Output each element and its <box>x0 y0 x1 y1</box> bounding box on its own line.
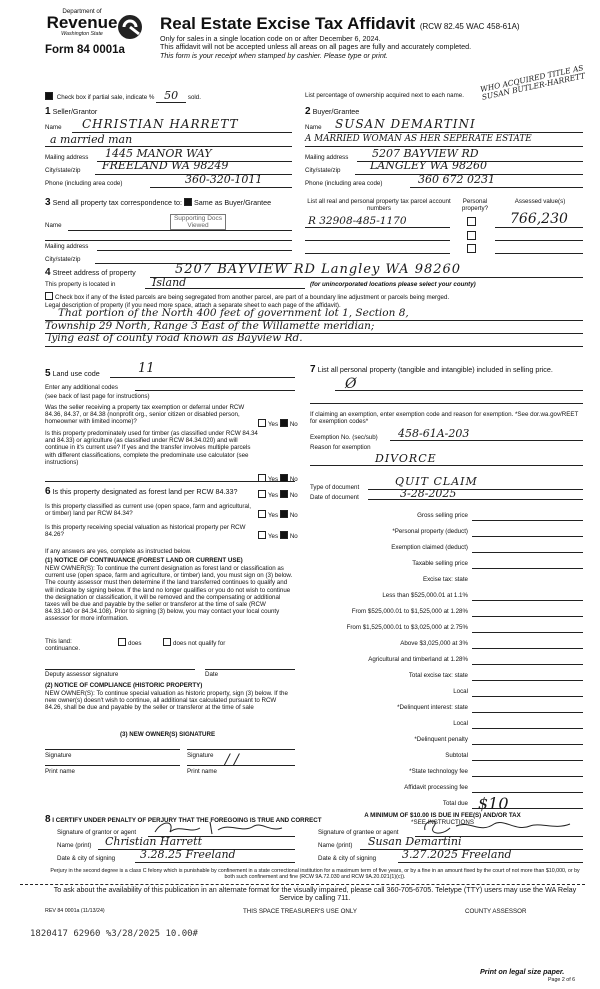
grantor-date-label: Date & city of signing <box>57 855 116 862</box>
notice-3: This form is your receipt when stamped by cashier. Please type or print. <box>160 50 388 60</box>
exemption-number-label: Exemption No. (sec/sub) <box>310 434 378 441</box>
located-in-value[interactable]: Island <box>152 276 187 289</box>
tax-row <box>300 588 585 604</box>
same-as-buyer-label: Same as Buyer/Grantee <box>194 198 272 207</box>
located-in-note: (for unincorporated locations please select your county) <box>310 281 476 288</box>
seller-city-state-zip[interactable]: FREELAND WA 98249 <box>102 159 229 172</box>
yes-label: Yes <box>268 421 279 428</box>
seller-phone[interactable]: 360-320-1011 <box>185 173 263 186</box>
parcel-list-label: List all real and personal property tax parcel account numbers <box>307 198 451 213</box>
tax-row <box>300 684 585 700</box>
segregated-row <box>45 292 590 301</box>
no-label: No <box>289 512 298 519</box>
minimum-fee-notice: A MINIMUM OF $10.00 IS DUE IN FEE(S) AND/OR TAX <box>364 812 521 819</box>
document-type-label: Type of document <box>310 484 360 491</box>
seller-heading: Seller/Grantor <box>52 107 98 116</box>
seller-name-label: Name <box>45 124 62 131</box>
tax-row <box>300 572 585 588</box>
form-number: Form 84 0001a <box>45 44 125 56</box>
no-label: No <box>289 421 298 428</box>
seller-name[interactable]: CHRISTIAN HARRETT <box>82 117 239 131</box>
document-type[interactable]: QUIT CLAIM <box>395 475 478 488</box>
historic-no-checkbox[interactable] <box>280 531 288 539</box>
tax-row-label: Gross selling price <box>417 512 468 519</box>
tax-row <box>300 524 585 540</box>
form-title <box>160 14 520 34</box>
personal-property-list-label: List all personal property (tangible and intangible) included in selling price. <box>317 365 553 374</box>
q1-yes-checkbox[interactable] <box>258 419 266 427</box>
total-due-value[interactable]: $10 <box>478 794 509 813</box>
buyer-phone[interactable]: 360 672 0231 <box>418 173 495 186</box>
personal-property-checkbox-2[interactable] <box>467 231 476 240</box>
grantor-signature-label: Signature of grantor or agent <box>57 829 137 836</box>
tax-row <box>300 556 585 572</box>
historic-yes-checkbox[interactable] <box>258 531 266 539</box>
legal-description-line2[interactable]: Township 29 North, Range 3 East of the Willamette meridian; <box>45 320 375 332</box>
new-owner-signature-label-2: Signature <box>187 752 214 759</box>
q1-yes-no <box>258 419 298 428</box>
current-use-yes-no <box>258 510 298 519</box>
exemption-intro: If claiming an exemption, enter exemption code and reason for exemption. *See dor.wa.gov/REET for exemption codes* <box>310 411 579 426</box>
same-as-buyer-checkbox[interactable] <box>184 198 192 206</box>
q2-no-checkbox[interactable] <box>280 474 288 482</box>
forest-yes-checkbox[interactable] <box>258 490 266 498</box>
tax-row <box>300 780 585 796</box>
timber-question: Is this property predominately used for timber (as classified under RCW 84.34 and 84.33) or agriculture (as classified under RCW 84.34.020) and will continue in it's current use? If yes and the transfer involves multiple parcels with different classifications, complete the predominate use calculator (see instructions) <box>45 430 258 466</box>
notice-continuance-body: NEW OWNER(S): To continue the current designation as forest land or classification as current use (open space, farm and agriculture, or timber) land, you must sign on (3) below. The county assessor must then determine if the land transferred continues to qualify and will indicate by signing below. If the land no longer qualifies or you do not wish to continue the designation or classification, it will be removed and the compensating or additional taxes will be due and payable by the seller or transferor at the time of sale (RCW 84.33.140 or 84.34.108). Prior to signing (3) below, you may contact your local county assessor for more information. <box>45 565 293 623</box>
seller-section: 1 Seller/Grantor <box>45 106 98 117</box>
grantee-signature-label: Signature of grantee or agent <box>318 829 399 836</box>
notice-2: This affidavit will not be accepted unless all areas on all pages are fully and accurately completed. <box>160 42 472 52</box>
page-number: Page 2 of 6 <box>548 977 576 983</box>
located-in-label: This property is located in <box>45 281 116 288</box>
grantee-date-label: Date & city of signing <box>318 855 377 862</box>
exemption-reason[interactable]: DIVORCE <box>375 452 437 465</box>
grantor-name[interactable]: Christian Harrett <box>105 835 203 848</box>
tax-row-total <box>300 796 585 812</box>
current-use-yes-checkbox[interactable] <box>258 510 266 518</box>
buyer-mailing-label: Mailing address <box>305 154 349 161</box>
tax-row-label: Above $3,025,000 at 3% <box>400 640 468 647</box>
tax-row <box>300 764 585 780</box>
seller-phone-label: Phone (including area code) <box>45 180 123 187</box>
forest-yes-no <box>258 490 298 499</box>
buyer-city-label: City/state/zip <box>305 167 341 174</box>
dor-logo <box>44 8 120 37</box>
buyer-city-state-zip[interactable]: LANGLEY WA 98260 <box>370 159 487 172</box>
exemption-reason-label: Reason for exemption <box>310 444 371 451</box>
notice-continuance-title: (1) NOTICE OF CONTINUANCE (FOREST LAND OR CURRENT USE) <box>45 557 243 564</box>
additional-codes-label: Enter any additional codes <box>45 384 118 391</box>
seller-city-label: City/state/zip <box>45 167 81 174</box>
deputy-signature-label: Deputy assessor signature <box>45 671 119 678</box>
tax-row-label: Subtotal <box>445 752 468 759</box>
tax-row <box>300 620 585 636</box>
tax-row <box>300 604 585 620</box>
tax-row-label: Less than $525,000.01 at 1.1% <box>382 592 468 599</box>
new-owner-signature-label-1: Signature <box>45 752 72 759</box>
new-owner-print-label-1: Print name <box>45 768 75 775</box>
additional-codes-note: (see back of last page for instructions) <box>45 393 150 400</box>
legal-description-line3[interactable]: lying east of county road known as Bayview Rd. <box>48 332 303 344</box>
if-yes-note: If any answers are yes, complete as instructed below. <box>45 548 192 555</box>
tax-row-label: Total due <box>442 800 468 807</box>
parcel-number[interactable]: R 32908-485-1170 <box>308 215 407 227</box>
street-address[interactable]: 5207 BAYVIEW RD Langley WA 98260 <box>175 262 462 277</box>
partial-sale-label: Check box if partial sale, indicate % <box>56 94 155 101</box>
current-use-question: Is this property classified as current use (open space, farm and agricultural, or timber) land per RCW 84.34? <box>45 503 252 518</box>
tax-row-label: *Delinquent penalty <box>414 736 468 743</box>
revenue-logo-icon <box>117 14 145 40</box>
q2-yes-no <box>258 474 298 483</box>
tax-row-label: Total excise tax: state <box>408 672 468 679</box>
certify-statement: I CERTIFY UNDER PENALTY OF PERJURY THAT THE FOREGOING IS TRUE AND CORRECT <box>52 817 322 824</box>
yes-label: Yes <box>268 512 279 519</box>
seller-mailing-label: Mailing address <box>45 154 89 161</box>
does-qualify-checkbox[interactable] <box>118 638 126 646</box>
section3-city-label: City/state/zip <box>45 256 81 263</box>
see-instructions-note: *SEE INSTRUCTIONS <box>411 819 474 826</box>
does-label: does <box>128 640 142 647</box>
seller-mailing-address[interactable]: 1445 MANOR WAY <box>105 147 212 160</box>
tax-row <box>300 716 585 732</box>
revision-label: REV 84 0001a (11/13/24) <box>45 908 105 914</box>
tax-row-label: Exemption claimed (deduct) <box>391 544 468 551</box>
tax-row <box>300 508 585 524</box>
tax-row-label: *State technology fee <box>409 768 468 775</box>
handwritten-annotation: WHO ACQUIRED TITLE AS SUSAN BUTLER-HARRETT <box>479 63 586 102</box>
personal-property-checkbox-1[interactable] <box>467 217 476 226</box>
notice-compliance-title: (2) NOTICE OF COMPLIANCE (HISTORIC PROPERTY) <box>45 682 203 689</box>
buyer-phone-label: Phone (including area code) <box>305 180 383 187</box>
section3-heading: 3 Send all property tax correspondence to: Same as Buyer/Grantee <box>45 197 272 208</box>
tax-row <box>300 636 585 652</box>
no-label: No <box>289 476 298 483</box>
no-label: No <box>289 492 298 499</box>
tax-row <box>300 668 585 684</box>
yes-label: Yes <box>268 533 279 540</box>
county-assessor-label: COUNTY ASSESSOR <box>465 908 527 915</box>
ownership-percentage-note: List percentage of ownership acquired next to each name. <box>305 92 464 99</box>
supporting-docs-stamp: Supporting Docs Viewed <box>170 214 226 230</box>
tax-row <box>300 732 585 748</box>
personal-property-checkbox-3[interactable] <box>467 244 476 253</box>
does-not-label: does not qualify for <box>173 640 226 647</box>
legal-description-label: Legal description of property (if you need more space, attach a separate sheet to each page of the affidavit). <box>45 302 341 309</box>
legal-description-line1[interactable]: That portion of the North 400 feet of government lot 1, Section 8, <box>58 307 409 319</box>
buyer-name-line2[interactable]: A MARRIED WOMAN AS HER SEPERATE ESTATE <box>305 134 532 144</box>
land-use-label: Land use code <box>52 369 100 378</box>
tax-row <box>300 700 585 716</box>
historic-question: Is this property receiving special valuation as historical property per RCW 84.26? <box>45 524 246 539</box>
exemption-question: Was the seller receiving a property tax exemption or deferral under RCW 84.36, 84.37, or 84.38 (nonprofit org., senior citizen or disabled person, homeowner with limited income)? <box>45 404 245 426</box>
buyer-heading: Buyer/Grantee <box>312 107 360 116</box>
new-owner-print-label-2: Print name <box>187 768 217 775</box>
tax-row-label: *Personal property (deduct) <box>392 528 468 535</box>
personal-property-value[interactable]: Ø <box>345 376 357 392</box>
tax-row-label: Taxable selling price <box>412 560 468 567</box>
header-notices <box>160 35 580 60</box>
q2-yes-checkbox[interactable] <box>258 474 266 482</box>
tax-row-label: Excise tax: state <box>422 576 468 583</box>
q1-no-checkbox[interactable] <box>280 419 288 427</box>
street-address-label: Street address of property <box>52 268 136 277</box>
no-label: No <box>289 533 298 540</box>
personal-property-label: Personal property? <box>461 198 489 213</box>
grantee-date-city[interactable]: 3.27.2025 Freeland <box>402 848 512 861</box>
segregated-checkbox[interactable] <box>45 292 53 300</box>
deputy-date-label: Date <box>205 671 219 678</box>
grantor-date-city[interactable]: 3.28.25 Freeland <box>140 848 236 861</box>
historic-yes-no <box>258 531 298 540</box>
section3-label: Send all property tax correspondence to: <box>52 198 183 207</box>
notice-compliance-body: NEW OWNER(S): To continue special valuation as historic property, sign (3) below. If the new owner(s) doesn't wish to continue, all additional tax calculated pursuant to RCW 84.26, shall be due and payable by the seller or transferor at the time of sale <box>45 690 288 712</box>
document-date[interactable]: 3-28-2025 <box>400 487 457 500</box>
new-owner-signature-heading: (3) NEW OWNER(S) SIGNATURE <box>120 731 216 738</box>
partial-sale-percent[interactable]: 50 <box>156 89 186 103</box>
buyer-name-label: Name <box>305 124 322 131</box>
buyer-name[interactable]: SUSAN DEMARTINI <box>335 117 476 131</box>
grantor-name-label: Name (print) <box>57 842 92 849</box>
form-title-text: Real Estate Excise Tax Affidavit <box>160 14 416 33</box>
section3-name-label: Name <box>45 222 62 229</box>
buyer-mailing-address[interactable]: 5207 BAYVIEW RD <box>372 147 479 160</box>
tax-row-label: *Delinquent interest: state <box>397 704 468 711</box>
forest-no-checkbox[interactable] <box>280 490 288 498</box>
tax-calculation-table <box>300 508 585 812</box>
continuance-label: continuance. <box>45 645 81 652</box>
rcw-reference: (RCW 82.45 WAC 458-61A) <box>419 22 520 31</box>
partial-sale-checkbox[interactable] <box>45 92 53 100</box>
print-name-scribble: / / <box>225 752 239 768</box>
tax-row-label: Local <box>453 720 468 727</box>
this-land-label: This land: <box>45 638 72 645</box>
partial-sale-sold-label: sold. <box>187 94 201 101</box>
yes-label: Yes <box>268 476 279 483</box>
legal-paper-note: Print on legal size paper. <box>480 967 565 976</box>
revenue-label: Revenue <box>46 13 118 33</box>
notice-1: Only for sales in a single location code on or after December 6, 2024. <box>160 34 381 43</box>
yes-label: Yes <box>268 492 279 499</box>
state-label: Washington State <box>61 31 103 38</box>
forest-land-question: Is this property designated as forest land per RCW 84.33? <box>52 487 238 496</box>
treasurer-use-label: THIS SPACE TREASURER'S USE ONLY <box>243 908 357 915</box>
land-use-code[interactable]: 11 <box>138 361 155 376</box>
tax-row-label: Local <box>453 688 468 695</box>
tax-row <box>300 748 585 764</box>
cashier-receipt-stamp: 1820417 62960 %3/28/2025 10.00# <box>30 929 198 939</box>
section3-mailing-label: Mailing address <box>45 243 89 250</box>
department-label: Department of <box>62 8 102 15</box>
partial-sale-row <box>45 89 201 102</box>
grantee-name-label: Name (print) <box>318 842 353 849</box>
tax-row <box>300 540 585 556</box>
seller-name-line2[interactable]: a married man <box>50 133 133 146</box>
tax-row-label: Affidavit processing fee <box>404 784 468 791</box>
exemption-number[interactable]: 458-61A-203 <box>398 427 470 440</box>
tax-row-label: Agricultural and timberland at 1.28% <box>368 656 468 663</box>
does-not-qualify-checkbox[interactable] <box>163 638 171 646</box>
perjury-notice: Perjury in the second degree is a class C felony which is punishable by confinement in a state correctional institution for a maximum term of five years, or by a fine in an amount fixed by the court of not more than $10,000, or by both such confinement and fine (RCW 9A.72.030 and RCW 9A.20.021(1)(c)). <box>50 868 580 881</box>
tax-row-label: From $1,525,000.01 to $3,025,000 at 2.75% <box>346 624 468 631</box>
segregated-label: Check box if any of the listed parcels are being segregated from another parcel, are part of a boundary line adjustment or parcels being merged. <box>55 294 450 301</box>
document-date-label: Date of document <box>310 494 359 501</box>
assessed-value-label: Assessed value(s) <box>514 198 566 205</box>
alternate-format-notice: To ask about the availability of this publication in an alternate format for the visually impaired, please call 360-705-6705. Teletype (TTY) users may use the WA Relay Service by calling 711. <box>53 885 577 903</box>
tax-row <box>300 652 585 668</box>
tax-row-label: From $525,000.01 to $1,525,000 at 1.28% <box>351 608 468 615</box>
assessed-value[interactable]: 766,230 <box>510 211 568 227</box>
current-use-no-checkbox[interactable] <box>280 510 288 518</box>
grantee-name[interactable]: Susan Demartini <box>368 835 462 848</box>
